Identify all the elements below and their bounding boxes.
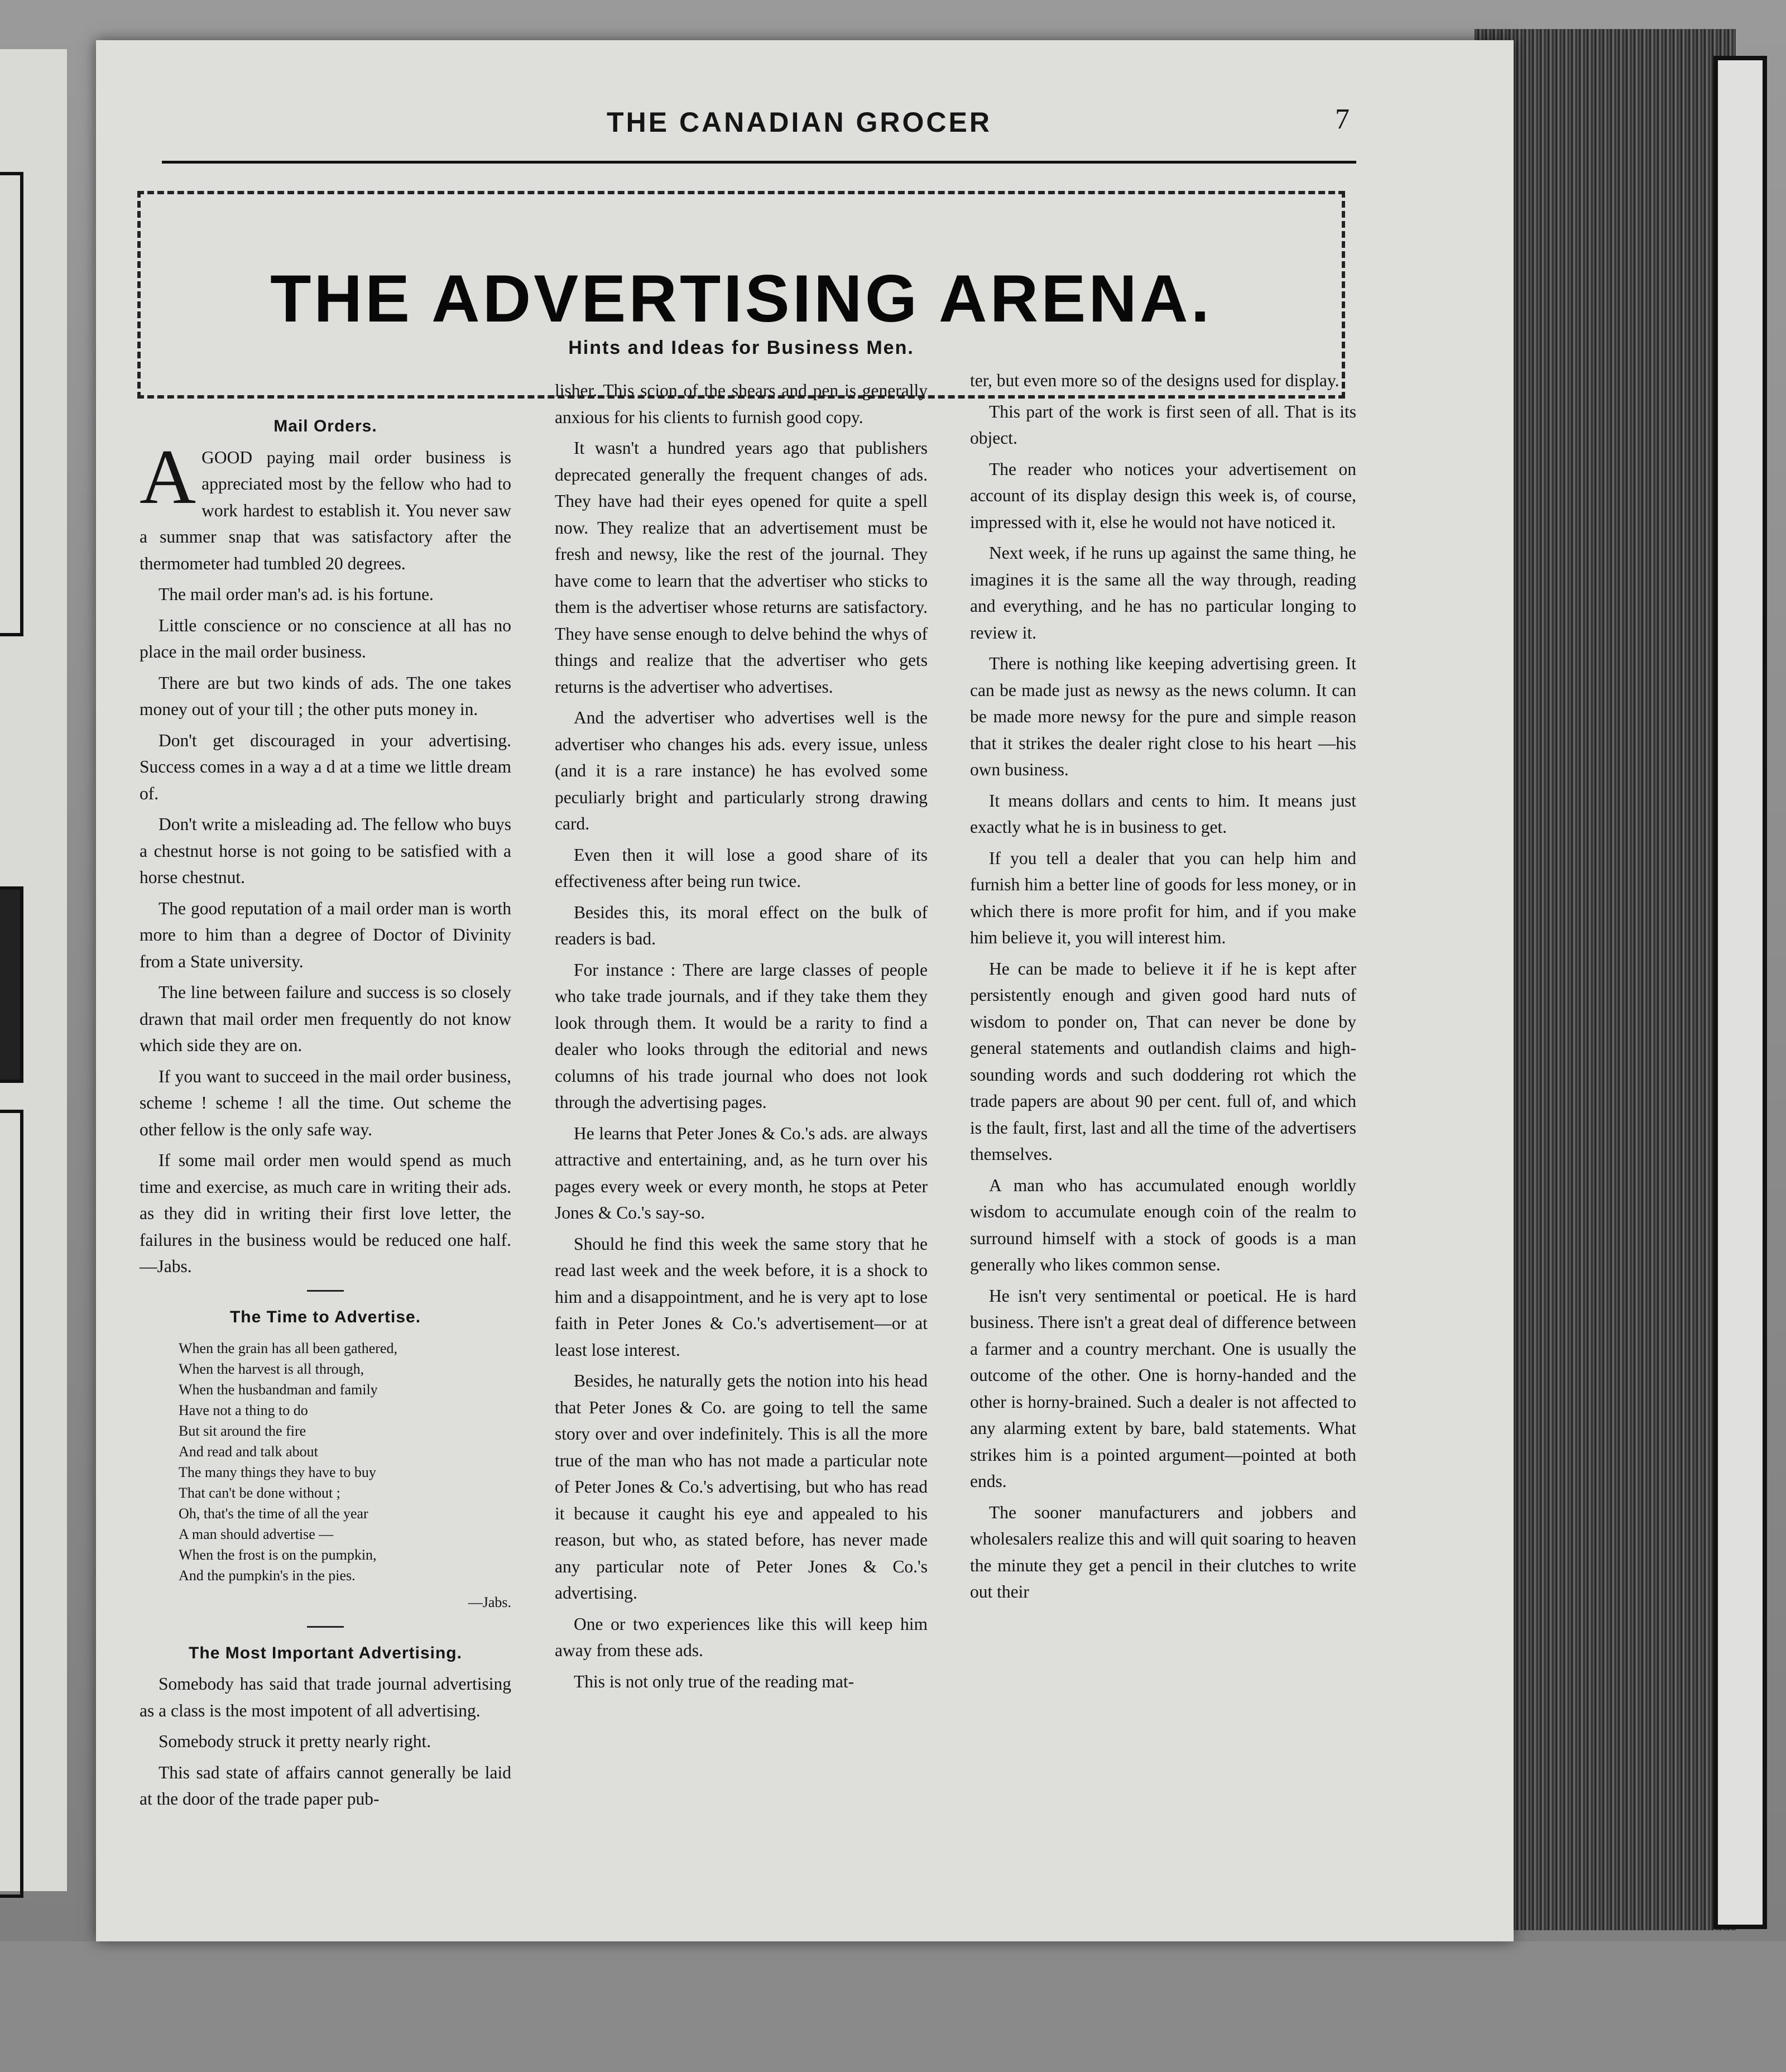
drop-cap: A — [140, 433, 196, 520]
previous-page-frame — [0, 172, 23, 636]
article-paragraph: The good reputation of a mail order man is worth more to him than a degree of Doctor of Divinity from a State university. — [140, 898, 511, 971]
article-paragraph: Besides this, its moral effect on the bulk of readers is bad. — [555, 902, 928, 948]
poem-line: When the husbandman and family — [179, 1382, 378, 1398]
heading-time-to-advertise: The Time to Advertise. — [229, 1307, 421, 1326]
article-paragraph: This is not only true of the reading mat- — [574, 1671, 854, 1691]
article-paragraph: Little conscience or no conscience at all has no place in the mail order business. — [140, 615, 511, 661]
book-cover-board — [1713, 56, 1767, 1929]
previous-page-frame — [0, 1110, 23, 1898]
article-paragraph: The reader who notices your advertisement on account of its display design this week is, of course, impressed with it, else he would not have noticed it. — [970, 459, 1356, 532]
poem-line: When the grain has all been gathered, — [179, 1340, 397, 1356]
poem-line: And the pumpkin's in the pies. — [179, 1567, 356, 1584]
article-paragraph: Should he find this week the same story that he read last week and the week before, it is a shock to him and a disappointment, and he is very apt to lose faith in Peter Jones & Co.'s advertisement—or at least lose interest. — [555, 1234, 928, 1360]
article-paragraph: If you tell a dealer that you can help him and furnish him a better line of goods for less money, or in which there is more profit for him, and if you make him believe it, you will interest him. — [970, 848, 1356, 947]
banner-title: THE ADVERTISING ARENA. — [270, 261, 1212, 336]
article-paragraph: The sooner manufacturers and jobbers and wholesalers realize this and will quit soaring to heaven the minute they get a pencil in their clutches to write out their — [970, 1502, 1356, 1601]
article-paragraph: Next week, if he runs up against the same thing, he imagines it is the same all the way through, reading and everything, and he has no particular longing to review it. — [970, 543, 1356, 642]
article-paragraph — [140, 433, 511, 577]
article-paragraph: If some mail order men would spend as much time and exercise, as much care in writing their ads. as they did in writing their first love letter, the failures in the business would be reduced one half.—Jabs. — [140, 1150, 511, 1276]
column-3 — [970, 367, 1356, 1610]
section-separator — [307, 1290, 344, 1292]
article-paragraph: And the advertiser who advertises well is the advertiser who changes his ads. every issue, unless (and it is a rare instance) he has evolved some peculiarly bright and particularly strong drawing card. — [555, 708, 928, 833]
poem-line: Have not a thing to do — [179, 1402, 308, 1418]
article-paragraph: lisher. This scion of the shears and pen is generally anxious for his clients to furnish good copy. — [555, 381, 928, 427]
article-paragraph: It means dollars and cents to him. It means just exactly what he is in business to get. — [970, 790, 1356, 837]
article-paragraph: ter, but even more so of the designs used for display. — [970, 371, 1340, 390]
poem-line: But sit around the fire — [179, 1423, 306, 1439]
banner-subtitle: Hints and Ideas for Business Men. — [568, 337, 914, 358]
article-paragraph: This sad state of affairs cannot generally be laid at the door of the trade paper pub- — [140, 1762, 511, 1809]
article-paragraph: This part of the work is first seen of all. That is its object. — [970, 401, 1356, 448]
article-paragraph: He isn't very sentimental or poetical. He is hard business. There isn't a great deal of difference between a farmer and a country merchant. One is usually the outcome of the other. One is horny-handed and the other is horny-brained. Such a dealer is not affected to any alarming extent by bare, bald statements. What strikes him is a pointed argument—pointed at both ends. — [970, 1286, 1356, 1491]
scanner-bed — [0, 1941, 1786, 2072]
poem-line: That can't be done without ; — [179, 1485, 340, 1501]
poem-signature: —Jabs. — [468, 1594, 511, 1610]
poem-line: Oh, that's the time of all the year — [179, 1505, 368, 1522]
previous-page-edge — [0, 49, 67, 1891]
section-separator — [307, 1626, 344, 1628]
heading-most-important: The Most Important Advertising. — [189, 1643, 462, 1662]
article-paragraph: If you want to succeed in the mail order business, scheme ! scheme ! all the time. Out scheme the other fellow is the only safe way. — [140, 1066, 511, 1139]
article-paragraph: Somebody struck it pretty nearly right. — [159, 1732, 431, 1751]
article-paragraph: It wasn't a hundred years ago that publishers deprecated generally the frequent changes of ads. They have had their eyes opened for quite a spell now. They realize that an advertisement must be fresh and newsy, like the rest of the journal. They have come to learn that the advertiser who sticks to them is the advertiser whose returns are satisfactory. They have sense enough to delve behind the whys of things and realize that the advertiser who gets returns is the advertiser who advertises. — [555, 438, 928, 697]
page-number: 7 — [1335, 103, 1350, 135]
article-paragraph: For instance : There are large classes of people who take trade journals, and if they take them they look through them. It would be a rarity to find a dealer who looks through the editorial and news columns of his trade journal who does not look through the advertising pages. — [555, 960, 928, 1112]
poem-line: When the frost is on the pumpkin, — [179, 1547, 377, 1563]
article-paragraph: There is nothing like keeping advertising green. It can be made just as newsy as the news column. It can be made more newsy for the pure and simple reason that it strikes the dealer right close to his heart —his own business. — [970, 654, 1356, 779]
article-paragraph: Besides, he naturally gets the notion into his head that Peter Jones & Co. are going to tell the same story over and over indefinitely. This is all the more true of the man who has not made a particular note of Peter Jones & Co.'s advertising, but who has read it because it caught his eye and appealed to his reason, but who, as stated before, has never made any particular note of Peter Jones & Co.'s advertising. — [555, 1371, 928, 1603]
poem-line: The many things they have to buy — [179, 1464, 376, 1480]
article-paragraph: He can be made to believe it if he is kept after persistently enough and given good hard nuts of wisdom to ponder on, That can never be done by general statements and outlandish claims and high-sounding words and such doddering rot which the trade papers are about 90 per cent. full of, and which is the fault, first, last and all the time of the advertisers themselves. — [970, 958, 1356, 1164]
header-rule — [162, 161, 1356, 164]
article-paragraph: He learns that Peter Jones & Co.'s ads. are always attractive and entertaining, and, as he turn over his pages every week or every month, he stops at Peter Jones & Co.'s say-so. — [555, 1123, 928, 1222]
newspaper-page — [96, 40, 1514, 1941]
heading-mail-orders: Mail Orders. — [273, 417, 377, 435]
previous-page-block — [0, 886, 23, 1083]
article-paragraph: Somebody has said that trade journal advertising as a class is the most impotent of all advertising. — [140, 1674, 511, 1720]
article-paragraph: A man who has accumulated enough worldly wisdom to accumulate enough coin of the realm to surround himself with a stock of goods is a man generally who likes common sense. — [970, 1175, 1356, 1274]
poem-line: And read and talk about — [179, 1443, 318, 1460]
column-1 — [140, 413, 511, 1817]
poem-line: A man should advertise — — [179, 1526, 334, 1542]
article-paragraph: The line between failure and success is so closely drawn that mail order men frequently do not know which side they are on. — [140, 982, 511, 1055]
article-paragraph: One or two experiences like this will keep him away from these ads. — [555, 1614, 928, 1660]
paragraph-text: GOOD paying mail order business is appreciated most by the fellow who had to work hardest to establish it. You never saw a summer snap that was satisfactory after the thermometer had tumbled 20 degrees. — [140, 447, 511, 573]
article-paragraph: Even then it will lose a good share of its effectiveness after being run twice. — [555, 845, 928, 891]
article-paragraph: The mail order man's ad. is his fortune. — [159, 584, 434, 604]
article-paragraph: There are but two kinds of ads. The one takes money out of your till ; the other puts money in. — [140, 673, 511, 719]
column-2 — [555, 377, 928, 1699]
article-paragraph: Don't get discouraged in your advertising. Success comes in a way a d at a time we little dream of. — [140, 730, 511, 803]
poem-line: When the harvest is all through, — [179, 1361, 364, 1377]
poem — [179, 1338, 511, 1586]
article-paragraph: Don't write a misleading ad. The fellow who buys a chestnut horse is not going to be satisfied with a horse chestnut. — [140, 814, 511, 887]
running-head: THE CANADIAN GROCER — [607, 107, 992, 138]
book-page-edges — [1475, 29, 1736, 1930]
